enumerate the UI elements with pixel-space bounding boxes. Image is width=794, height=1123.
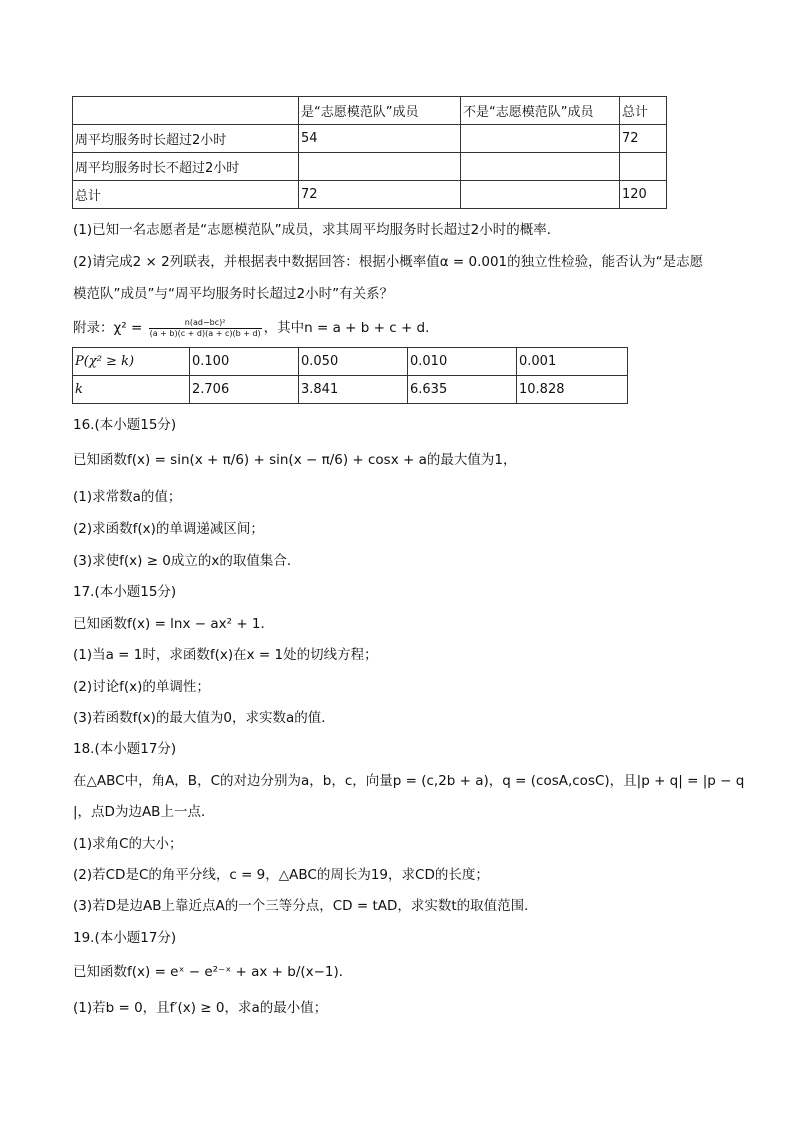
table-row (73, 125, 667, 153)
table-cell: k (73, 376, 190, 404)
table-cell: 总计 (73, 181, 299, 209)
table-cell: 是“志愿模范队”成员 (299, 97, 461, 125)
q17-part1: (1)当a = 1时，求函数f(x)在x = 1处的切线方程； (73, 647, 378, 663)
appendix-formula (73, 316, 439, 339)
table-cell: 周平均服务时长超过2小时 (73, 125, 299, 153)
table-cell (461, 181, 620, 209)
table-cell: 0.001 (517, 348, 628, 376)
q16-part1: (1)求常数a的值； (73, 489, 182, 505)
table-cell: 0.010 (408, 348, 517, 376)
appendix-prefix: 附录：χ² = (73, 320, 147, 336)
q18-part1: (1)求角C的大小； (73, 836, 183, 852)
table-cell: 72 (620, 125, 667, 153)
q16-part3: (3)求使f(x) ≥ 0成立的x的取值集合． (73, 553, 301, 569)
q18-part3: (3)若D是边AB上靠近点A的一个三等分点，CD = tAD，求实数t的取值范围． (73, 898, 538, 914)
table-cell: P(χ² ≥ k) (73, 348, 190, 376)
q18-stem-line1: 在△ABC中，角A，B，C的对边分别为a，b，c，向量p = (c,2b + a)，q = (cosA,cosC)，且|p + q| = |p − q (73, 773, 745, 789)
q18-stem-line2: |，点D为边AB上一点． (73, 804, 215, 820)
table-cell: 周平均服务时长不超过2小时 (73, 153, 299, 181)
q17-part2: (2)讨论f(x)的单调性； (73, 679, 210, 695)
q17-stem: 已知函数f(x) = lnx − ax² + 1． (73, 616, 275, 632)
critical-value-table (72, 347, 628, 404)
table-cell (461, 125, 620, 153)
table-cell (299, 153, 461, 181)
q15-part1: (1)已知一名志愿者是“志愿模范队”成员，求其周平均服务时长超过2小时的概率． (73, 222, 561, 238)
table-cell (461, 153, 620, 181)
table-cell: 不是“志愿模范队”成员 (461, 97, 620, 125)
q19-stem: 已知函数f(x) = eˣ − e²⁻ˣ + ax + b/(x−1)． (73, 964, 353, 980)
fraction-numerator: n(ad−bc)² (149, 318, 262, 329)
table-cell: 120 (620, 181, 667, 209)
q18-title: 18.(本小题17分) (73, 741, 177, 757)
table-row (73, 376, 628, 404)
q15-part2-line1: (2)请完成2 × 2列联表，并根据表中数据回答：根据小概率值α = 0.001的独立性检验，能否认为“是志愿 (73, 254, 704, 270)
appendix-suffix: ，其中n = a + b + c + d． (263, 320, 439, 336)
table-cell: 6.635 (408, 376, 517, 404)
table-row (73, 348, 628, 376)
table-row (73, 181, 667, 209)
q17-part3: (3)若函数f(x)的最大值为0，求实数a的值． (73, 710, 335, 726)
q19-title: 19.(本小题17分) (73, 930, 177, 946)
q18-part2: (2)若CD是C的角平分线，c = 9，△ABC的周长为19，求CD的长度； (73, 867, 489, 883)
table-cell: 0.050 (299, 348, 408, 376)
q19-part1: (1)若b = 0，且f′(x) ≥ 0，求a的最小值； (73, 1000, 328, 1016)
table-cell (73, 97, 299, 125)
q16-title: 16.(本小题15分) (73, 417, 177, 433)
fraction-denominator: (a + b)(c + d)(a + c)(b + d) (149, 328, 261, 338)
q16-part2: (2)求函数f(x)的单调递减区间； (73, 521, 264, 537)
contingency-table (72, 96, 667, 209)
q15-part2-line2: 模范队”成员”与“周平均服务时长超过2小时”有关系？ (73, 286, 394, 302)
q17-title: 17.(本小题15分) (73, 584, 177, 600)
table-cell: 总计 (620, 97, 667, 125)
table-row (73, 153, 667, 181)
table-cell: 10.828 (517, 376, 628, 404)
table-cell: 0.100 (190, 348, 299, 376)
table-cell: 72 (299, 181, 461, 209)
table-cell: 2.706 (190, 376, 299, 404)
table-cell: 54 (299, 125, 461, 153)
q16-stem: 已知函数f(x) = sin(x + π/6) + sin(x − π/6) + cosx + a的最大值为1， (73, 452, 517, 468)
table-cell (620, 153, 667, 181)
table-cell: 3.841 (299, 376, 408, 404)
table-header-row (73, 97, 667, 125)
chi-square-fraction (149, 318, 262, 339)
